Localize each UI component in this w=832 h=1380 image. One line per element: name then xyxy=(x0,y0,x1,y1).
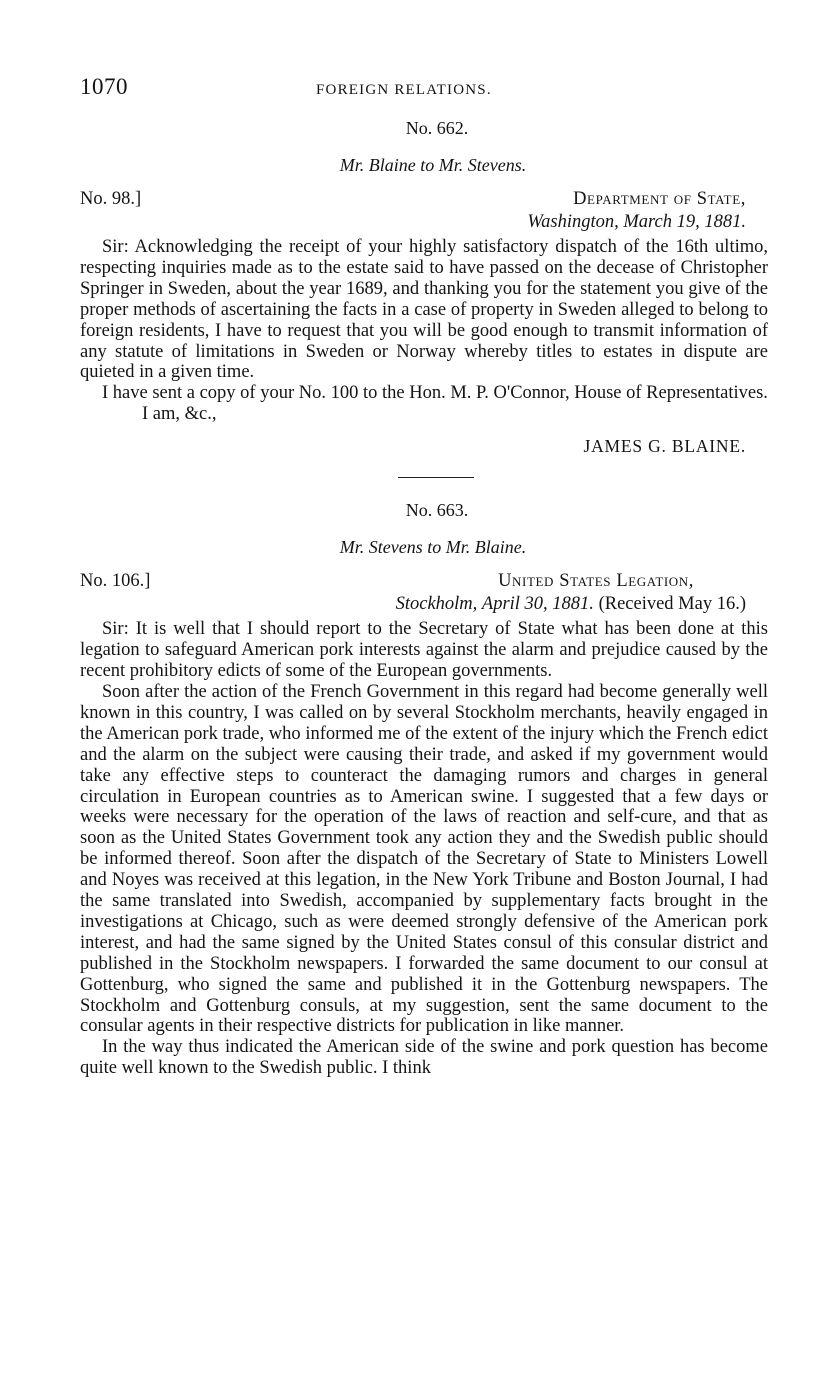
paragraph: I have sent a copy of your No. 100 to the Hon. M. P. O'Connor, House of Representatives. xyxy=(102,383,768,404)
signature: JAMES G. BLAINE. xyxy=(583,436,746,457)
document-663 xyxy=(80,500,768,1079)
paragraph: Soon after the action of the French Government in this regard had become generally well known in this country, I was called on by several Stockholm merchants, heavily engaged in the American pork trade, who informed me of the extent of the injury which the French edict and the alarm on the subject were causing their trade, and asked if my government would take any effective steps to counteract the damaging rumors and charges in general circulation in European countries as to American swine. I suggested that a few days or weeks were necessary for the operation of the laws of reaction and self-cure, and that as soon as the United States Government took any action they and the Swedish public should be informed thereof. Soon after the dispatch of the Secretary of State to Ministers Lowell and Noyes was received at this legation, in the New York Tribune and Boston Journal, I had the same translated into Swedish, accompanied by supplementary facts brought in the investigations at Chicago, such as were deemed strongly defensive of the American pork interest, and had the same signed by the United States consul of this consular district and published in the Stockholm newspapers. I forwarded the same document to our consul at Gottenburg, who signed the same and published it in the Gottenburg newspapers. The Stockholm and Gottenburg consuls, at my suggestion, sent the same document to the consular agents in their respective districts for publication in like manner. xyxy=(80,681,768,1037)
letter-body xyxy=(80,237,768,404)
paragraph: Sir: Acknowledging the receipt of your highly satisfactory dispatch of the 16th ultimo, respecting inquiries made as to the estate said to have passed on the decease of Christopher Springer in Sweden, about the year 1689, and thanking you for the statement you give of the proper methods of ascertaining the facts in a case of property in Sweden alleged to belong to foreign residents, I have to request that you will be good enough to transmit information of any statute of limitations in Sweden or Norway whereby titles to estates in dispute are quieted in a given time. xyxy=(80,237,768,383)
place-date-line xyxy=(80,593,768,616)
place-date xyxy=(527,211,746,234)
letter-body xyxy=(80,619,768,1079)
page-header xyxy=(80,74,768,110)
dispatch-line xyxy=(80,188,768,211)
received-note: (Received May 16.) xyxy=(598,594,746,615)
document-page xyxy=(80,74,768,1079)
sender-office: Department of State, xyxy=(573,189,746,209)
dispatch-number: No. 106.] xyxy=(80,571,151,592)
running-head: FOREIGN RELATIONS. xyxy=(316,82,492,98)
section-divider xyxy=(398,477,474,478)
document-number: No. 662. xyxy=(405,118,469,138)
paragraph: Sir: It is well that I should report to the Secretary of State what has been done at this legation to safeguard American pork interests against the alarm and prejudice caused by the recent prohibitory edicts of some of the European governments. xyxy=(80,619,768,682)
date: April 30, 1881. xyxy=(481,594,594,615)
place: Washington, xyxy=(527,212,619,232)
page-number: 1070 xyxy=(80,74,128,99)
sender-office: United States Legation, xyxy=(498,571,694,592)
document-title: Mr. Blaine to Mr. Stevens. xyxy=(339,155,527,175)
date: March 19, 1881. xyxy=(623,212,746,232)
place-date-line xyxy=(80,211,768,234)
place-date xyxy=(396,593,746,616)
document-title: Mr. Stevens to Mr. Blaine. xyxy=(339,537,527,558)
document-662 xyxy=(80,118,768,457)
closing: I am, &c., xyxy=(142,404,217,425)
place: Stockholm, xyxy=(395,594,478,615)
document-number: No. 663. xyxy=(405,500,469,521)
dispatch-number: No. 98.] xyxy=(80,189,142,209)
dispatch-line xyxy=(80,570,768,593)
paragraph: In the way thus indicated the American side of the swine and pork question has become quite well known to the Swedish public. I think xyxy=(80,1037,768,1079)
